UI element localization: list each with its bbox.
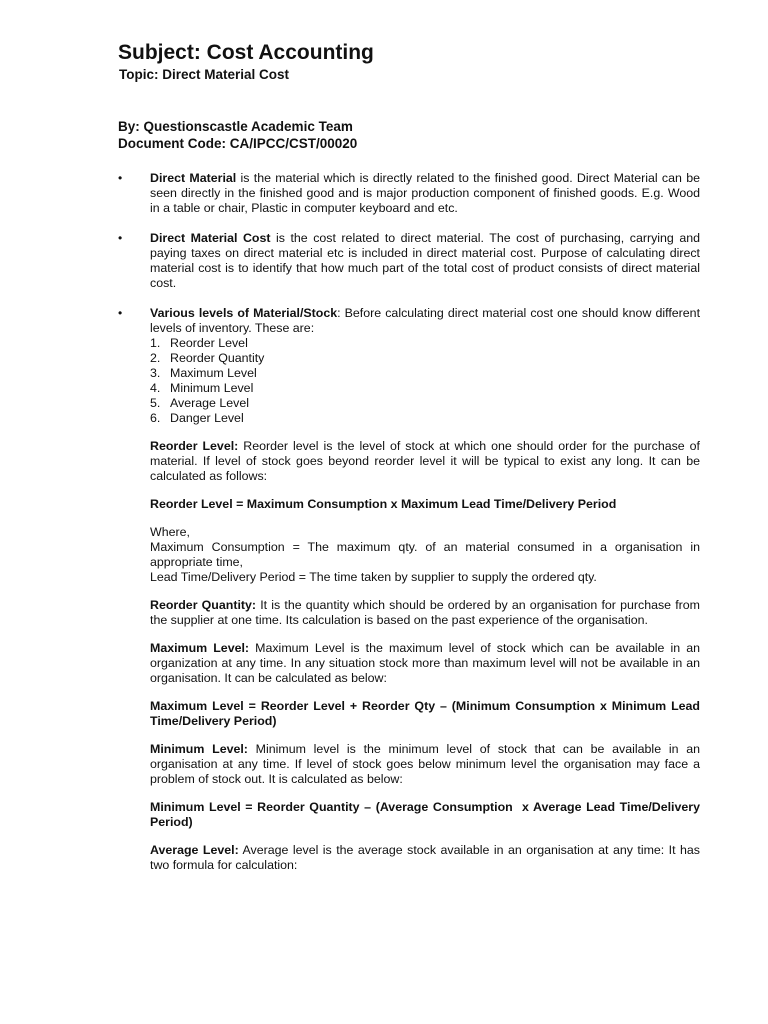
list-item: 4. Minimum Level [150, 381, 254, 395]
bullet-levels-of-stock [118, 306, 704, 873]
definition: : Before calculating direct material cost one should know different levels of inventory. These are: [150, 306, 701, 335]
maximum-level-formula: Maximum Level = Reorder Level + Reorder Qty – (Minimum Consumption x Minimum Lead Time/Delivery Period) [150, 699, 700, 728]
reorder-level-paragraph: Reorder Level: Reorder level is the level of stock at which one should order for the purchase of material. If level of stock goes beyond reorder level it will be typical to exist any long. It can be calculated as follows: [150, 439, 701, 483]
bullet-icon: • [118, 306, 123, 320]
minimum-level-formula: Minimum Level = Reorder Quantity – (Average Consumption x Average Lead Time/Delivery Period) [150, 800, 704, 829]
reorder-level-formula: Reorder Level = Maximum Consumption x Maximum Lead Time/Delivery Period [150, 497, 617, 511]
list-item: 5. Average Level [150, 396, 249, 410]
document-topic: Topic: Direct Material Cost [119, 67, 290, 82]
list-item: 6. Danger Level [150, 411, 244, 425]
term: Direct Material [150, 171, 237, 185]
bullet-direct-material-cost [118, 231, 700, 291]
minimum-level-paragraph: Minimum Level: Minimum level is the minimum level of stock that can be available in an organisation at any time. If level of stock goes below minimum level the organisation may face a problem of stock out. It is calculated as below: [150, 742, 700, 786]
term: Direct Material Cost [150, 231, 271, 245]
bullet-icon: • [118, 171, 123, 185]
levels-list [150, 336, 700, 426]
maximum-level-paragraph: Maximum Level: Maximum Level is the maximum level of stock which can be available in an organization at any time. In any situation stock more than maximum level will not be available in an organisation. It can be calculated as below: [150, 641, 701, 685]
document-subject: Subject: Cost Accounting [118, 41, 374, 64]
list-item: 3. Maximum Level [150, 366, 257, 380]
list-item: 1. Reorder Level [150, 336, 248, 350]
reorder-level-definitions: Where, Maximum Consumption = The maximum qty. of an material consumed in a organisation in appropriate time, Lead Time/Delivery Period = The time taken by supplier to supply the ordered qty. [150, 525, 700, 584]
average-level-paragraph: Average Level: Average level is the average stock available in an organisation at any time: It has two formula for calculation: [150, 843, 700, 872]
document-code: Document Code: CA/IPCC/CST/00020 [118, 136, 358, 151]
list-item: 2. Reorder Quantity [150, 351, 265, 365]
definition: is the cost related to direct material. The cost of purchasing, carrying and paying taxes on direct material etc is included in direct material cost. Purpose of calculating direct material cost is to identify that how much part of the total cost of product consists of direct material cost. [150, 231, 700, 290]
bullet-direct-material [118, 171, 700, 216]
definition: is the material which is directly related to the finished good. Direct Material can be seen directly in the finished good and is major production component of finished goods. E.g. Wood in a table or chair, Plastic in computer keyboard and etc. [150, 171, 700, 215]
term: Various levels of Material/Stock [150, 306, 338, 320]
bullet-icon: • [118, 231, 123, 245]
document-author: By: Questionscastle Academic Team [118, 119, 353, 134]
reorder-quantity-paragraph: Reorder Quantity: It is the quantity which should be ordered by an organisation for purchase from the supplier at one time. Its calculation is based on the past experience of the organisation. [150, 598, 701, 627]
document-author-block [118, 118, 700, 152]
